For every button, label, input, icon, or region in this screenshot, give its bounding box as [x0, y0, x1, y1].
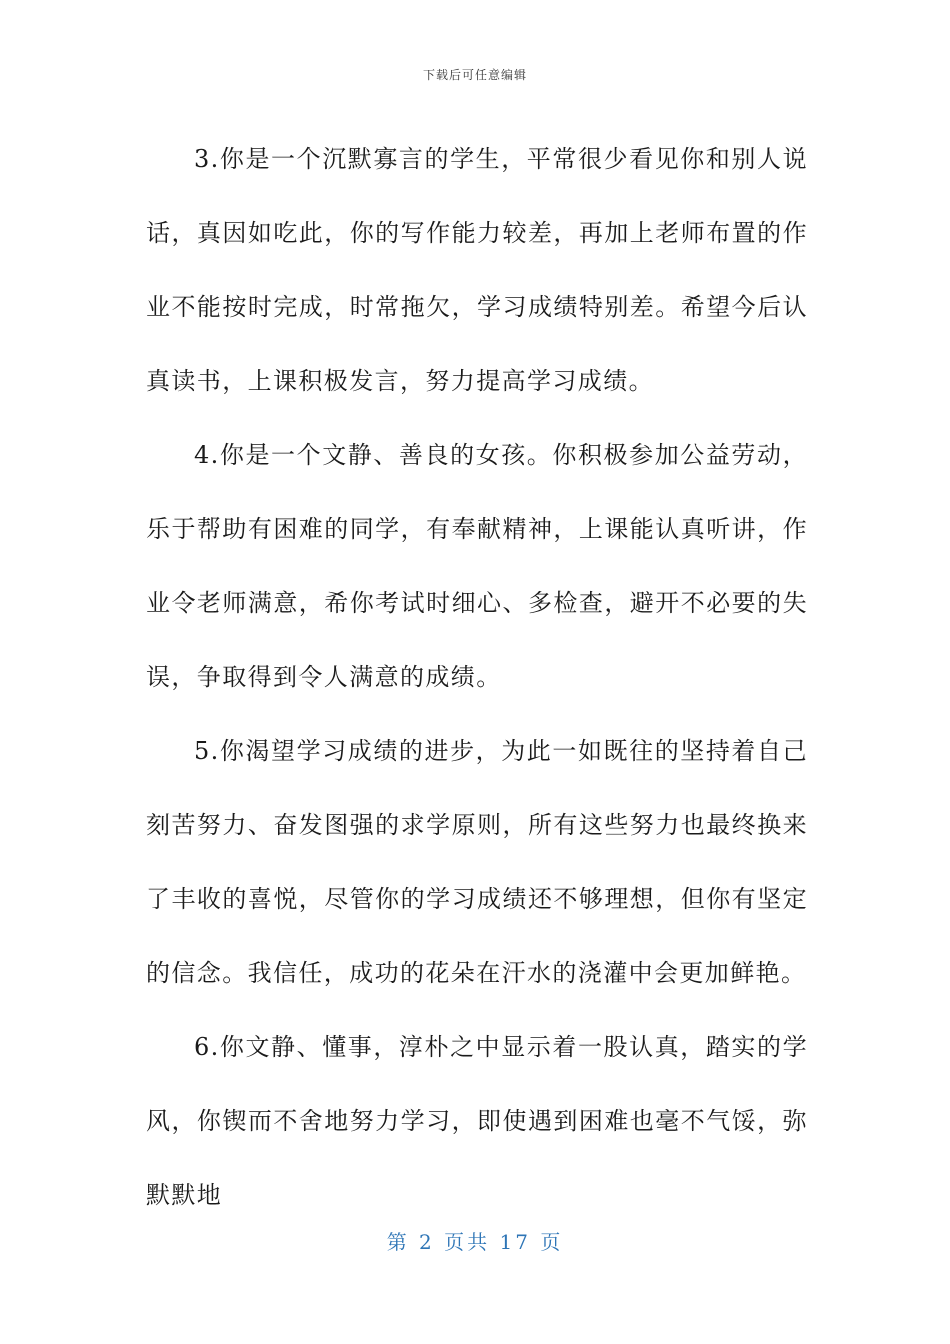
paragraph-4: 4.你是一个文静、善良的女孩。你积极参加公益劳动，乐于帮助有困难的同学，有奉献精神，上课能认真听讲，作业令老师满意，希你考试时细心、多检查，避开不必要的失误，争取得到令人满意的成绩。: [146, 441, 808, 691]
body-text: [146, 122, 808, 1232]
paragraph-5: 5.你渴望学习成绩的进步，为此一如既往的坚持着自己刻苦努力、奋发图强的求学原则，所有这些努力也最终换来了丰收的喜悦，尽管你的学习成绩还不够理想，但你有坚定的信念。我信任，成功的花朵在汗水的浇灌中会更加鲜艳。: [146, 737, 808, 987]
header-note: 下载后可任意编辑: [422, 68, 527, 82]
paragraph-3: 3.你是一个沉默寡言的学生，平常很少看见你和别人说话，真因如吃此，你的写作能力较差，再加上老师布置的作业不能按时完成，时常拖欠，学习成绩特别差。希望今后认真读书，上课积极发言，努力提高学习成绩。: [146, 145, 808, 395]
footer-total-pages: 17: [499, 1230, 531, 1254]
paragraph-6: 6.你文静、懂事，淳朴之中显示着一股认真，踏实的学风，你锲而不舍地努力学习，即使遇到困难也毫不气馁，弥默默地: [146, 1033, 808, 1209]
footer-suffix: 页: [540, 1230, 564, 1254]
footer-current-page: 2: [419, 1230, 435, 1254]
page-footer: [0, 1226, 950, 1255]
footer-prefix: 第: [386, 1230, 410, 1254]
footer-middle: 页共: [444, 1230, 491, 1254]
